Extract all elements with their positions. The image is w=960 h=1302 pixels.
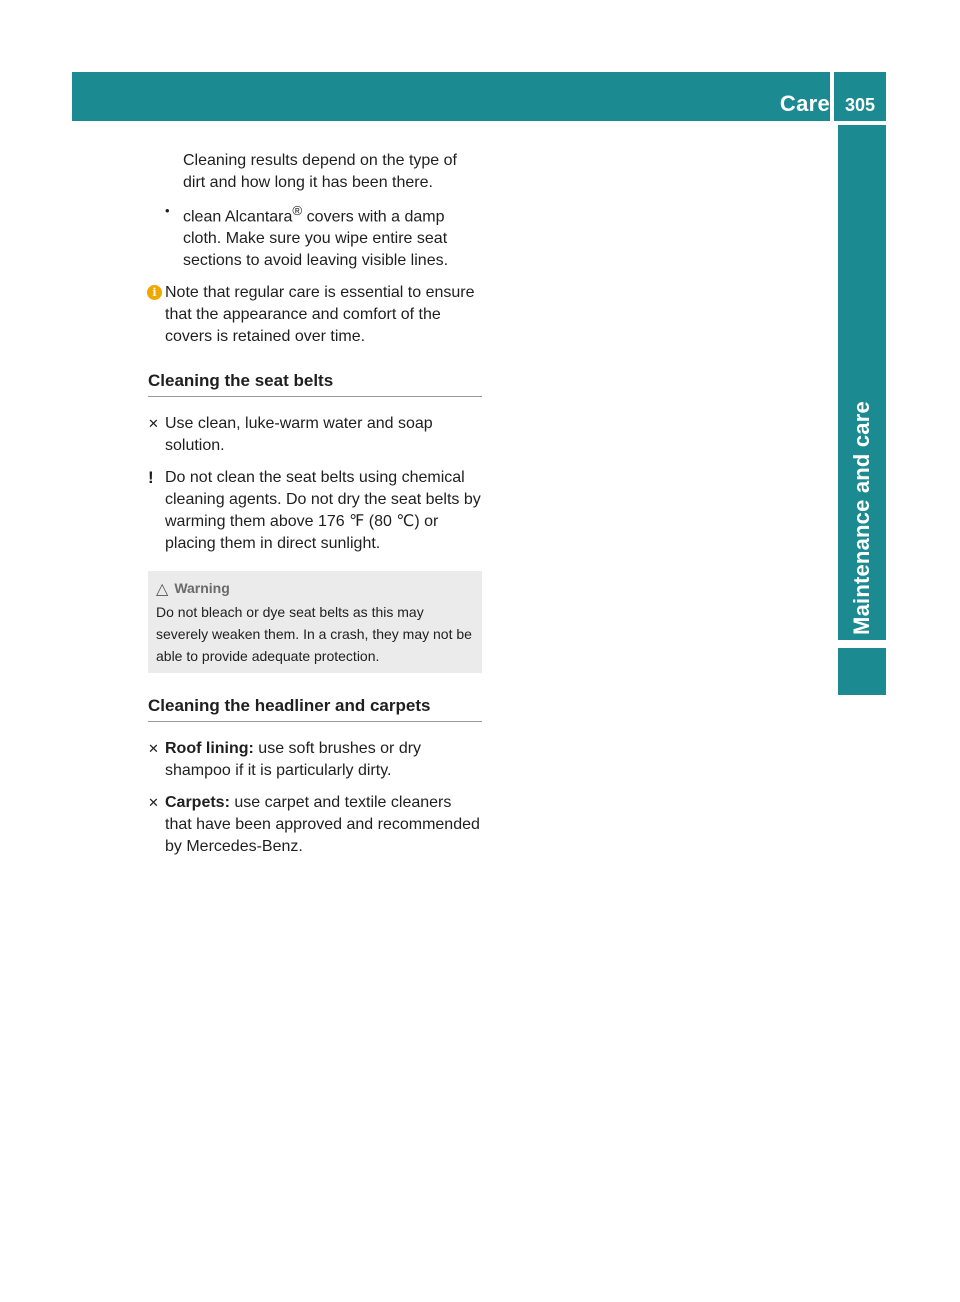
caution-icon: !: [148, 468, 154, 488]
side-tab-label: Maintenance and care: [849, 401, 874, 635]
warning-title: Warning: [174, 580, 230, 597]
step-text: Use clean, luke-warm water and soap solution.: [165, 415, 433, 455]
step-arrow-icon: ✕: [148, 416, 159, 432]
bullet-dot-icon: •: [165, 203, 170, 218]
step-text: use soft brushes or dry shampoo if it is particularly dirty.: [165, 740, 422, 780]
header-bar: [72, 72, 830, 121]
step-arrow-icon: ✕: [148, 741, 159, 757]
side-tab-marker: [838, 648, 886, 695]
step-label: Carpets:: [165, 794, 230, 812]
caution-note: [148, 467, 482, 555]
info-icon: i: [147, 285, 162, 300]
bullet-item: [148, 200, 482, 272]
bullet-text-cont: covers with a damp cloth. Make sure you wipe entire seat sections to avoid leaving visible lines.: [183, 208, 449, 270]
bullet-text: clean Alcantara: [183, 208, 293, 226]
instruction-step: [148, 738, 482, 782]
step-arrow-icon: ✕: [148, 795, 159, 811]
instruction-step: [148, 792, 482, 858]
warning-box: [148, 571, 482, 673]
info-note: [148, 282, 482, 348]
instruction-step: [148, 413, 482, 457]
caution-text: Do not clean the seat belts using chemical cleaning agents. Do not dry the seat belts by warming them above 176 ℉ (80 ℃) or placing them in direct sunlight.: [165, 469, 481, 553]
step-text: use carpet and textile cleaners that have been approved and recommended by Mercedes-Benz.: [165, 794, 480, 856]
page-number: 305: [834, 72, 886, 121]
warning-text: Do not bleach or dye seat belts as this may severely weaken them. In a crash, they may not be able to provide adequate protection.: [156, 604, 472, 665]
section-title: Care: [779, 91, 830, 116]
main-content: [148, 150, 482, 858]
step-label: Roof lining:: [165, 740, 254, 758]
intro-text: Cleaning results depend on the type of dirt and how long it has been there.: [183, 152, 457, 191]
section-heading-seat-belts: Cleaning the seat belts: [148, 370, 482, 397]
warning-triangle-icon: △: [156, 581, 169, 599]
section-heading-headliner: Cleaning the headliner and carpets: [148, 695, 482, 722]
note-text: Note that regular care is essential to ensure that the appearance and comfort of the covers is retained over time.: [165, 284, 475, 346]
warning-heading: [156, 577, 474, 601]
registered-mark: ®: [292, 203, 303, 218]
